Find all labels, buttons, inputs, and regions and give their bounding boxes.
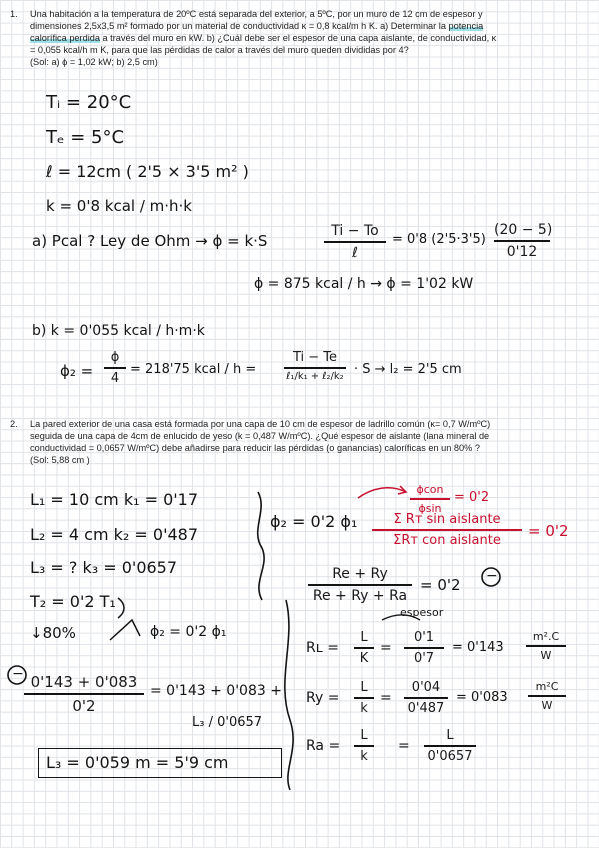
ry-unit: m²C W — [528, 680, 566, 712]
given-80-percent: ↓80% — [30, 624, 76, 642]
red-phi-ratio: ϕcon ϕsin — [410, 483, 450, 515]
sum-rhs-l3: L₃ / 0'0657 — [192, 715, 263, 730]
rl-lhs: Rʟ = — [306, 640, 340, 656]
rl-unit: m².C W — [526, 630, 566, 662]
rl-fraction: L K — [354, 630, 374, 666]
given-te: Tₑ = 5°C — [46, 127, 125, 148]
problem-2-number: 2. — [10, 419, 18, 429]
ra-fraction-values: L 0'0657 — [424, 728, 476, 764]
ra-fraction: L k — [354, 728, 374, 764]
ry-lhs: Ry = — [306, 690, 340, 706]
problem-2-solution: (Sol: 5,88 cm ) — [30, 455, 90, 465]
rl-fraction-values: 0'1 0'7 — [404, 630, 444, 666]
ra-equals: = — [398, 738, 410, 754]
part-a-fraction: Ti − To ℓ — [324, 223, 386, 261]
problem-1-line: calorífica perdida a través del muro en kW. b) ¿Cuál debe ser el espesor de una capa aislante, de conductividad, κ — [30, 33, 497, 43]
mark-circled-minus: − — [12, 666, 24, 682]
part-b-k: b) k = 0'055 kcal / h·m·k — [32, 323, 205, 339]
sum-rhs: = 0'143 + 0'083 + — [150, 683, 282, 699]
problem-2-line: conductividad = 0,0657 W/mºC) debe añadirse para reducir las pérdidas (o ganancias) caloríficas en un 80% ? — [30, 443, 480, 453]
ry-equals: = — [380, 690, 392, 706]
problem-1-solution: (Sol: a) ϕ = 1,02 kW; b) 2,5 cm) — [30, 57, 158, 67]
red-resistance-ratio: Σ Rᴛ sin aislante ΣRᴛ con aislante — [372, 512, 522, 548]
highlighted-word: potencia — [448, 21, 484, 31]
problem-1-line: = 0,055 kcal/h m K, para que las pérdidas de calor a través del muro queden divididas por 4? — [30, 45, 409, 55]
ry-fraction-values: 0'04 0'487 — [404, 680, 448, 716]
resistance-ratio: Re + Ry Re + Ry + Ra — [308, 566, 412, 604]
ra-lhs: Ra = — [306, 738, 341, 754]
given-ti: Tᵢ = 20°C — [46, 92, 132, 113]
part-b-fraction: ϕ 4 — [104, 350, 126, 386]
problem-2-line: La pared exterior de una casa está formada por una capa de 10 cm de espesor de ladrillo común (κ= 0,7 W/mºC) — [30, 419, 491, 429]
part-b-fraction-2: Ti − Te ℓ₁/k₁ + ℓ₂/k₂ — [284, 350, 346, 382]
given-l2-k2: L₂ = 4 cm k₂ = 0'487 — [30, 525, 199, 544]
rl-value: = 0'143 — [452, 640, 504, 655]
problem-1-number: 1. — [10, 9, 18, 19]
red-phi-ratio-value: = 0'2 — [454, 490, 490, 505]
given-l3-k3: L₃ = ? k₃ = 0'0657 — [30, 558, 178, 577]
part-b-phi2: ϕ₂ = — [60, 362, 94, 380]
problem-1-line: Una habitación a la temperatura de 20ºC está separada del exterior, a 5ºC, por un muro de 12 cm de espesor y — [30, 9, 483, 19]
resistance-ratio-value: = 0'2 — [420, 576, 461, 594]
ry-value: = 0'083 — [456, 690, 508, 705]
phi-relation-left: ϕ₂ = 0'2 ϕ₁ — [150, 624, 227, 640]
ry-fraction: L k — [354, 680, 374, 716]
part-a-statement: a) Pcal ? Ley de Ohm → ϕ = k·S — [32, 232, 268, 250]
given-l: ℓ = 12cm ( 2'5 × 3'5 m² ) — [46, 162, 249, 181]
problem-1-line: dimensiones 2,5x3,5 m² formado por un material de conductividad κ = 0,8 kcal/m h K. a) Determinar la potencia — [30, 21, 484, 31]
given-k: k = 0'8 kcal / m·h·k — [46, 197, 192, 215]
part-a-substitution: = 0'8 (2'5·3'5) — [392, 232, 486, 247]
part-b-tail: · S → l₂ = 2'5 cm — [354, 362, 462, 377]
phi-relation: ϕ₂ = 0'2 ϕ₁ — [270, 512, 358, 531]
part-b-middle: = 218'75 kcal / h = — [130, 362, 257, 377]
red-resistance-value: = 0'2 — [528, 522, 569, 540]
part-a-fraction-2: (20 − 5) 0'12 — [494, 222, 553, 260]
part-a-result: ϕ = 875 kcal / h → ϕ = 1'02 kW — [254, 276, 474, 292]
rl-equals: = — [380, 640, 392, 656]
highlighted-phrase: calorífica perdida — [30, 33, 100, 43]
mark-circled-minus-2: − — [486, 568, 498, 584]
given-t2: T₂ = 0'2 T₁ — [30, 592, 116, 611]
final-answer: L₃ = 0'059 m = 5'9 cm — [46, 753, 229, 772]
espesor-note: espesor — [400, 606, 444, 619]
given-l1-k1: L₁ = 10 cm k₁ = 0'17 — [30, 490, 199, 509]
problem-2-line: seguida de una capa de 4cm de enlucido de yeso (k = 0,487 W/mºC). ¿Qué espesor de aislante (lana mineral de — [30, 431, 490, 441]
sum-equation: 0'143 + 0'083 0'2 — [24, 673, 144, 715]
